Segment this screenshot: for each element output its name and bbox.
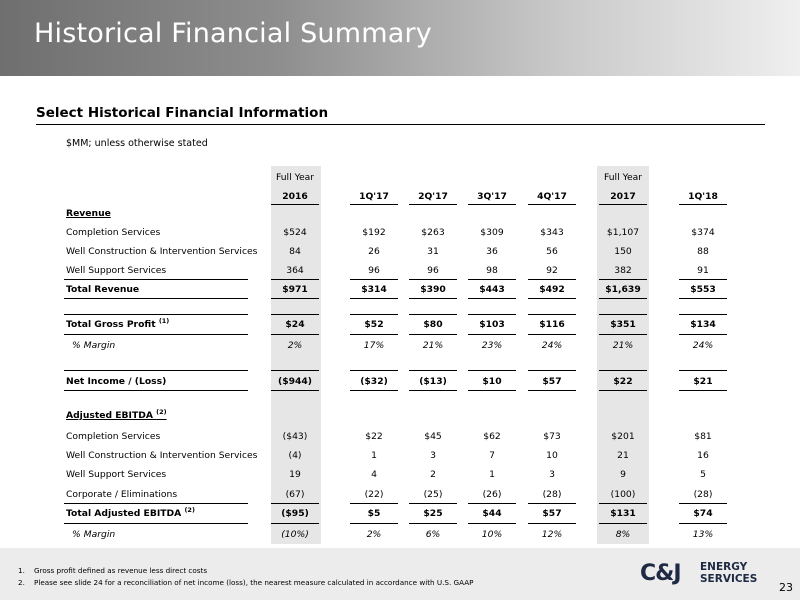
table-cell: ($32) [360, 376, 388, 387]
header-rule [528, 204, 576, 205]
row-rule [64, 370, 248, 371]
table-cell: $263 [421, 227, 445, 238]
column-header: 3Q'17 [477, 191, 507, 202]
table-cell: (22) [364, 489, 384, 500]
table-cell: 98 [486, 265, 498, 276]
total-revenue-label: Total Revenue [66, 284, 140, 295]
table-cell: 21 [617, 450, 629, 461]
row-rule [350, 503, 398, 504]
table-cell: $103 [479, 319, 505, 330]
row-rule [271, 370, 319, 371]
column-header-top: Full Year [603, 172, 643, 183]
revenue-heading: Revenue [66, 208, 111, 219]
ebitda-row-label: Corporate / Eliminations [66, 489, 178, 500]
table-cell: $80 [423, 319, 443, 330]
row-rule [271, 334, 319, 335]
table-cell: (67) [285, 489, 305, 500]
row-rule [271, 314, 319, 315]
table-cell: 26 [368, 246, 380, 257]
row-rule [599, 390, 647, 391]
table-cell: 5 [700, 469, 706, 480]
row-rule [528, 370, 576, 371]
row-rule [528, 503, 576, 504]
column-header: 4Q'17 [537, 191, 567, 202]
table-cell: 92 [546, 265, 558, 276]
table-cell: (26) [482, 489, 502, 500]
row-rule [679, 314, 727, 315]
row-rule [599, 334, 647, 335]
table-cell: $1,639 [605, 284, 641, 295]
table-cell: (28) [542, 489, 562, 500]
row-rule [409, 390, 457, 391]
table-cell: $351 [610, 319, 636, 330]
table-cell: 3 [430, 450, 436, 461]
footnote-1: 1. Gross profit defined as revenue less direct costs [18, 566, 208, 575]
row-rule [679, 370, 727, 371]
table-cell: $314 [361, 284, 387, 295]
row-rule [64, 279, 248, 280]
table-cell: $45 [424, 431, 442, 442]
row-rule [271, 523, 319, 524]
table-cell: 19 [289, 469, 301, 480]
row-rule [599, 503, 647, 504]
table-cell: 56 [546, 246, 558, 257]
row-rule [350, 334, 398, 335]
row-rule [599, 279, 647, 280]
ebitda-row-label: Well Construction & Intervention Services [66, 450, 258, 461]
table-cell: (4) [288, 450, 302, 461]
row-rule [528, 523, 576, 524]
revenue-row-label: Completion Services [66, 227, 161, 238]
table-cell: $81 [694, 431, 712, 442]
column-header: 1Q'18 [688, 191, 718, 202]
table-cell: ($944) [278, 376, 312, 387]
logo-line1: ENERGY [700, 561, 748, 573]
row-rule [679, 523, 727, 524]
row-label-text: Adjusted EBITDA [66, 410, 153, 421]
footnote-2: 2. Please see slide 24 for a reconciliation of net income (loss), the nearest measure calculated in accordance with U.S. GAAP [18, 578, 474, 587]
table-cell: 8% [615, 529, 631, 540]
row-rule [468, 314, 516, 315]
table-cell: $134 [690, 319, 716, 330]
row-rule [271, 390, 319, 391]
total-ebitda-label [66, 508, 195, 520]
subtitle-rule [36, 124, 765, 125]
row-rule [468, 334, 516, 335]
table-cell: 2% [287, 340, 303, 351]
row-rule [409, 298, 457, 299]
column-header: 1Q'17 [359, 191, 389, 202]
table-cell: $443 [479, 284, 505, 295]
row-rule [409, 370, 457, 371]
row-rule [679, 298, 727, 299]
slide-title: Historical Financial Summary [34, 18, 432, 49]
column-header: 2017 [610, 191, 636, 202]
ebitda-heading [66, 410, 167, 422]
table-cell: ($13) [419, 376, 447, 387]
row-rule [64, 314, 248, 315]
row-rule [64, 523, 248, 524]
header-rule [599, 204, 647, 205]
row-rule [528, 314, 576, 315]
row-rule [468, 390, 516, 391]
table-cell: $22 [613, 376, 633, 387]
table-cell: $52 [364, 319, 384, 330]
table-cell: (28) [693, 489, 713, 500]
row-rule [599, 370, 647, 371]
table-cell: $524 [283, 227, 307, 238]
table-cell: 10 [546, 450, 558, 461]
gross-margin-label: % Margin [72, 340, 116, 351]
table-cell: 364 [286, 265, 304, 276]
table-cell: 4 [371, 469, 377, 480]
column-header-top: Full Year [275, 172, 315, 183]
table-cell: 6% [425, 529, 441, 540]
table-cell: ($43) [282, 431, 308, 442]
table-cell: 13% [692, 529, 714, 540]
row-rule [350, 298, 398, 299]
shade-fy2016 [271, 166, 321, 544]
table-cell: $25 [423, 508, 443, 519]
row-rule [350, 390, 398, 391]
footnote-ref: (2) [184, 506, 195, 514]
row-rule [350, 523, 398, 524]
row-rule [64, 298, 248, 299]
table-cell: 84 [289, 246, 301, 257]
table-cell: $131 [610, 508, 636, 519]
gross-profit-label [66, 319, 169, 331]
row-rule [409, 314, 457, 315]
table-cell: 1 [489, 469, 495, 480]
table-cell: $62 [483, 431, 501, 442]
table-cell: $553 [690, 284, 716, 295]
table-cell: 2% [366, 529, 382, 540]
table-cell: (100) [610, 489, 636, 500]
column-header: 2016 [282, 191, 308, 202]
table-cell: $5 [367, 508, 381, 519]
table-cell: (10%) [281, 529, 309, 540]
table-cell: $57 [542, 376, 562, 387]
table-cell: 88 [697, 246, 709, 257]
ebitda-row-label: Well Support Services [66, 469, 167, 480]
net-income-label: Net Income / (Loss) [66, 376, 167, 387]
table-cell: $116 [539, 319, 565, 330]
table-cell: 10% [481, 529, 503, 540]
table-cell: $10 [482, 376, 502, 387]
table-cell: 7 [489, 450, 495, 461]
page-number: 23 [779, 581, 793, 594]
table-cell: ($95) [281, 508, 309, 519]
row-rule [528, 298, 576, 299]
table-cell: 382 [614, 265, 632, 276]
logo-line2: SERVICES [700, 573, 758, 585]
row-rule [679, 334, 727, 335]
row-rule [679, 390, 727, 391]
table-cell: 91 [697, 265, 709, 276]
table-cell: 150 [614, 246, 632, 257]
table-cell: 1 [371, 450, 377, 461]
header-rule [409, 204, 457, 205]
table-cell: 9 [620, 469, 626, 480]
table-cell: $309 [480, 227, 504, 238]
row-rule [468, 279, 516, 280]
row-label-text: Total Adjusted EBITDA [66, 508, 182, 519]
table-cell: 16 [697, 450, 709, 461]
row-rule [409, 503, 457, 504]
ebitda-margin-label: % Margin [72, 529, 116, 540]
table-cell: $971 [282, 284, 308, 295]
ebitda-row-label: Completion Services [66, 431, 161, 442]
table-cell: $192 [362, 227, 386, 238]
row-rule [64, 390, 248, 391]
row-rule [409, 279, 457, 280]
table-cell: $24 [285, 319, 305, 330]
table-cell: 96 [427, 265, 439, 276]
company-logo [640, 561, 770, 587]
logo-mark: C&J [640, 561, 681, 586]
row-rule [468, 298, 516, 299]
table-cell: 21% [422, 340, 444, 351]
table-cell: 2 [430, 469, 436, 480]
table-cell: $44 [482, 508, 502, 519]
row-rule [468, 523, 516, 524]
row-rule [64, 334, 248, 335]
table-cell: $73 [543, 431, 561, 442]
table-cell: 24% [692, 340, 714, 351]
row-rule [271, 503, 319, 504]
table-cell: $21 [693, 376, 713, 387]
row-rule [409, 334, 457, 335]
row-rule [468, 370, 516, 371]
row-rule [679, 279, 727, 280]
row-rule [350, 314, 398, 315]
row-rule [528, 279, 576, 280]
header-rule [468, 204, 516, 205]
table-cell: 17% [363, 340, 385, 351]
row-rule [64, 503, 248, 504]
row-rule [528, 390, 576, 391]
header-rule [271, 204, 319, 205]
row-rule [350, 279, 398, 280]
header-rule [350, 204, 398, 205]
table-cell: $390 [420, 284, 446, 295]
row-rule [599, 298, 647, 299]
table-cell: 24% [541, 340, 563, 351]
table-cell: 96 [368, 265, 380, 276]
table-cell: $492 [539, 284, 565, 295]
row-rule [599, 314, 647, 315]
row-rule [350, 370, 398, 371]
table-cell: 3 [549, 469, 555, 480]
table-cell: $201 [611, 431, 635, 442]
revenue-row-label: Well Support Services [66, 265, 167, 276]
column-header: 2Q'17 [418, 191, 448, 202]
table-cell: $22 [365, 431, 383, 442]
row-rule [468, 503, 516, 504]
table-cell: $343 [540, 227, 564, 238]
table-cell: 31 [427, 246, 439, 257]
row-rule [271, 279, 319, 280]
footnote-ref: (1) [158, 317, 170, 325]
table-cell: $74 [693, 508, 713, 519]
table-cell: $57 [542, 508, 562, 519]
table-cell: 21% [612, 340, 634, 351]
title-bar [0, 0, 800, 76]
table-cell: $1,107 [606, 227, 640, 238]
shade-fy2017 [597, 166, 649, 544]
footnote-ref: (2) [156, 408, 167, 416]
units-note: $MM; unless otherwise stated [66, 138, 208, 149]
row-rule [599, 523, 647, 524]
row-rule [528, 334, 576, 335]
table-cell: 12% [541, 529, 563, 540]
table-cell: $374 [691, 227, 715, 238]
row-rule [679, 503, 727, 504]
table-cell: 36 [486, 246, 498, 257]
row-rule [409, 523, 457, 524]
table-cell: 23% [481, 340, 503, 351]
revenue-row-label: Well Construction & Intervention Services [66, 246, 258, 257]
header-rule [679, 204, 727, 205]
row-label-text: Total Gross Profit [66, 319, 156, 330]
table-cell: (25) [423, 489, 443, 500]
row-rule [271, 298, 319, 299]
section-subtitle: Select Historical Financial Information [36, 105, 329, 121]
